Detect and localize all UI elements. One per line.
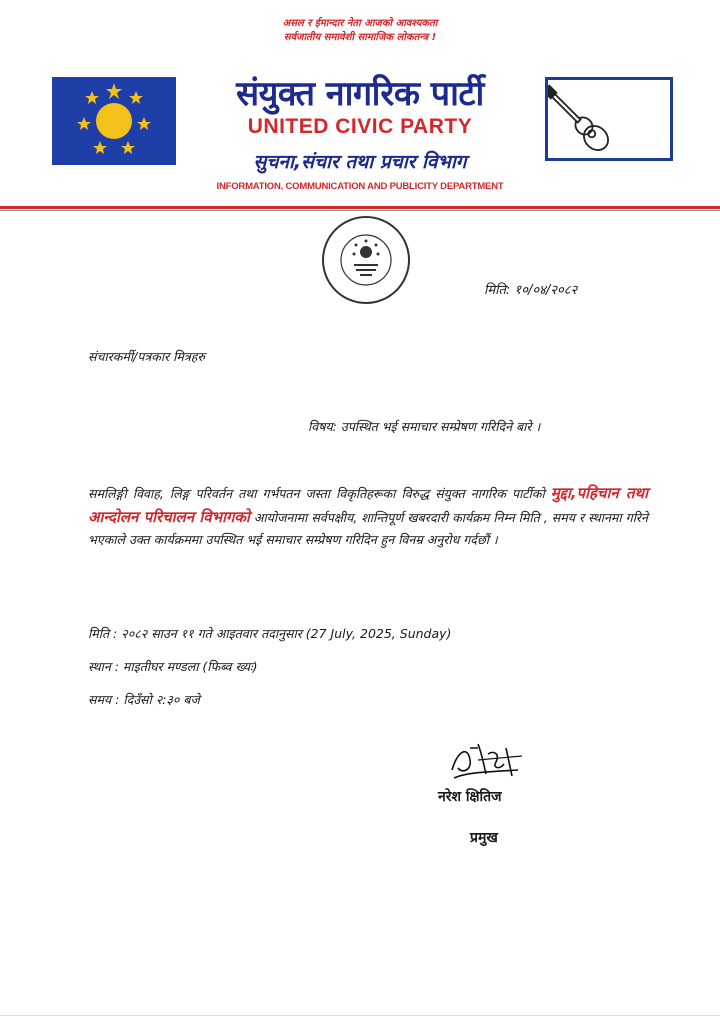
event-date: मिति : २०८२ साउन ११ गते आइतवार तदानुसार (27 July, 2025, Sunday) — [88, 626, 452, 641]
letter-date: मिति: १०/०४/२०८२ — [484, 283, 578, 298]
party-name-nepali: संयुक्त नागरिक पार्टी — [236, 74, 484, 114]
tagline-line-2: सर्वजातीय समावेशी सामाजिक लोकतन्त्र ! — [283, 32, 437, 43]
page-bottom-border — [0, 1015, 720, 1016]
body-paragraph — [88, 482, 648, 552]
party-seal-stamp — [320, 214, 412, 306]
department-english: INFORMATION, COMMUNICATION AND PUBLICITY DEPARTMENT — [216, 181, 504, 192]
subject-line: विषय: उपस्थित भई समाचार सम्प्रेषण गरिदिने बारे । — [308, 419, 541, 434]
body-text-1: समलिङ्गी विवाह, लिङ्ग परिवर्तन तथा गर्भपतन जस्ता विकृतिहरूका विरुद्ध संयुक्त नागरिक पार्टीको — [88, 486, 551, 501]
party-name-english: UNITED CIVIC PARTY — [247, 115, 473, 138]
event-time: समय : दिउँसो २:३० बजे — [88, 692, 200, 707]
tagline-line-1: असल र ईमान्दार नेता आजको आवश्यकता — [282, 18, 438, 29]
body-highlight: मुद्दा,पहिचान तथा आन्दोलन परिचालन विभागको — [88, 484, 648, 526]
guitar-icon — [545, 77, 673, 161]
event-place: स्थान : माइतीघर मण्डला (फिब्व ख्यः) — [88, 659, 258, 674]
department-nepali: सुचना,संचार तथा प्रचार विभाग — [253, 151, 467, 173]
signatory-name: नरेश क्षितिज — [438, 789, 502, 805]
header-divider — [0, 206, 720, 209]
body-text-2: आयोजनामा सर्वपक्षीय, शान्तिपूर्ण खबरदारी कार्यक्रम निम्न मिति , समय र स्थानमा गरिने भएकाले उक्त कार्यक्रममा उपस्थित भई समाचार सम्प्रेषण गरिदिन हुन विनम्र अनुरोध गर्दछौं । — [88, 509, 648, 547]
signatory-title: प्रमुख — [470, 830, 498, 846]
handwritten-signature — [448, 740, 528, 786]
addressee: संचारकर्मी/पत्रकार मित्रहरु — [88, 349, 205, 364]
flag-icon — [52, 77, 176, 165]
header-divider-thin — [0, 210, 720, 211]
